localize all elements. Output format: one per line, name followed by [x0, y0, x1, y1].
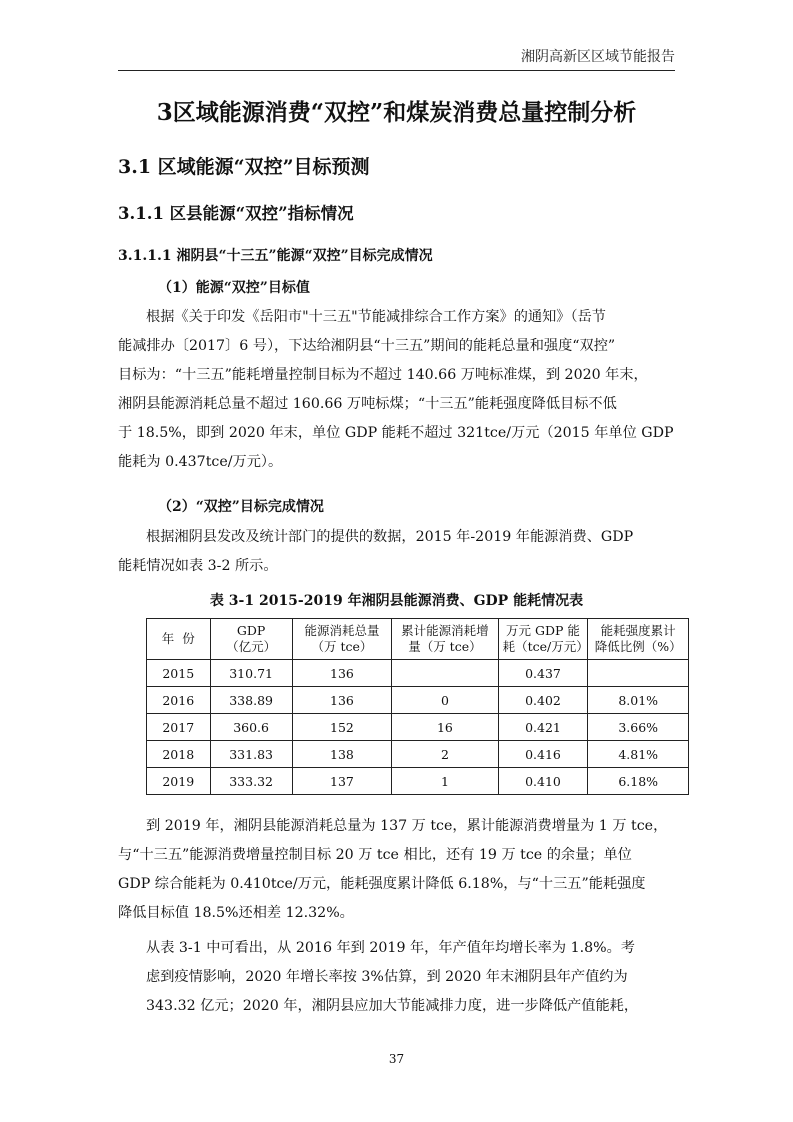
energy-table	[146, 618, 689, 795]
table-cell: 338.89	[210, 687, 292, 714]
part1-paragraph	[118, 303, 678, 477]
text-line: 能耗为 0.437tce/万元）。	[118, 454, 283, 470]
section-title: 3.1 区域能源“双控”目标预测	[118, 156, 370, 178]
table-cell: 0.402	[498, 687, 588, 714]
table-caption: 表 3-1 2015-2019 年湘阴县能源消费、GDP 能耗情况表	[209, 593, 584, 609]
part2-paragraph	[118, 523, 678, 581]
table-row	[147, 768, 689, 795]
table-row	[147, 714, 689, 741]
table-cell: 0.416	[498, 741, 588, 768]
text-line: 从表 3-1 中可看出，从 2016 年到 2019 年，年产值年均增长率为 1.8%。考	[146, 940, 635, 956]
column-header: 能耗强度累计 降低比例（%）	[588, 619, 689, 660]
table-cell: 1	[392, 768, 498, 795]
table-cell: 2	[392, 741, 498, 768]
table-cell	[588, 660, 689, 687]
table-cell: 8.01%	[588, 687, 689, 714]
table-cell: 0.410	[498, 768, 588, 795]
text-line: 根据湘阴县发改及统计部门的提供的数据，2015 年-2019 年能源消费、GDP	[146, 529, 634, 545]
column-header: 累计能源消耗增 量（万 tce）	[392, 619, 498, 660]
table-cell: 2015	[147, 660, 211, 687]
text-line: 能耗情况如表 3-2 所示。	[118, 558, 278, 574]
table-cell: 136	[292, 660, 392, 687]
forecast-paragraph	[118, 934, 678, 1021]
table-row	[147, 660, 689, 687]
text-line: GDP 综合能耗为 0.410tce/万元，能耗强度累计降低 6.18%，与“十三五”能耗强度	[118, 876, 646, 892]
table-cell	[392, 660, 498, 687]
table-cell: 2018	[147, 741, 211, 768]
table-cell: 136	[292, 687, 392, 714]
text-line: 目标为：“十三五”能耗增量控制目标为不超过 140.66 万吨标准煤，到 2020 年末，	[118, 367, 648, 383]
table-cell: 360.6	[210, 714, 292, 741]
table-cell: 137	[292, 768, 392, 795]
text-line: 到 2019 年，湘阴县能源消耗总量为 137 万 tce，累计能源消费增量为 1 万 tce，	[146, 818, 668, 834]
column-header: 万元 GDP 能 耗（tce/万元）	[498, 619, 588, 660]
text-line: 虑到疫情影响，2020 年增长率按 3%估算，到 2020 年末湘阴县年产值约为	[146, 969, 628, 985]
page-number: 37	[388, 1052, 405, 1066]
text-line: 于 18.5%，即到 2020 年末，单位 GDP 能耗不超过 321tce/万元（2015 年单位 GDP	[118, 425, 674, 441]
column-header: 年 份	[147, 619, 211, 660]
text-line: 根据《关于印发《岳阳市"十三五"节能减排综合工作方案》的通知》（岳节	[146, 309, 606, 325]
column-header: 能源消耗总量 （万 tce）	[292, 619, 392, 660]
text-line: 能减排办〔2017〕6 号），下达给湘阴县“十三五”期间的能耗总量和强度“双控”	[118, 338, 616, 354]
table-cell: 0.437	[498, 660, 588, 687]
part1-title: （1）能源“双控”目标值	[158, 280, 310, 296]
part2-title: （2）“双控”目标完成情况	[158, 499, 324, 515]
table-row	[147, 687, 689, 714]
chapter-title: 3区域能源消费“双控”和煤炭消费总量控制分析	[156, 99, 637, 126]
table-cell: 331.83	[210, 741, 292, 768]
table-cell: 0.421	[498, 714, 588, 741]
text-line: 与“十三五”能源消费增量控制目标 20 万 tce 相比，还有 19 万 tce 的余量；单位	[118, 847, 632, 863]
table-cell: 2017	[147, 714, 211, 741]
table-header-row	[147, 619, 689, 660]
table-cell: 0	[392, 687, 498, 714]
text-line: 343.32 亿元；2020 年，湘阴县应加大节能减排力度，进一步降低产值能耗，	[146, 998, 639, 1014]
table-cell: 138	[292, 741, 392, 768]
table-cell: 2019	[147, 768, 211, 795]
subsubsection-title: 3.1.1.1 湘阴县“十三五”能源“双控”目标完成情况	[118, 248, 433, 264]
subsection-title: 3.1.1 区县能源“双控”指标情况	[118, 204, 354, 223]
table-cell: 333.32	[210, 768, 292, 795]
table-cell: 152	[292, 714, 392, 741]
table-cell: 310.71	[210, 660, 292, 687]
table-row	[147, 741, 689, 768]
running-header: 湘阴高新区区域节能报告	[521, 49, 675, 65]
table-cell: 4.81%	[588, 741, 689, 768]
header-divider	[118, 70, 675, 71]
text-line: 湘阴县能源消耗总量不超过 160.66 万吨标煤；“十三五”能耗强度降低目标不低	[118, 396, 617, 412]
table-cell: 2016	[147, 687, 211, 714]
column-header: GDP （亿元）	[210, 619, 292, 660]
table-cell: 16	[392, 714, 498, 741]
table-cell: 6.18%	[588, 768, 689, 795]
text-line: 降低目标值 18.5%还相差 12.32%。	[118, 905, 354, 921]
table-cell: 3.66%	[588, 714, 689, 741]
analysis-paragraph	[118, 812, 678, 928]
